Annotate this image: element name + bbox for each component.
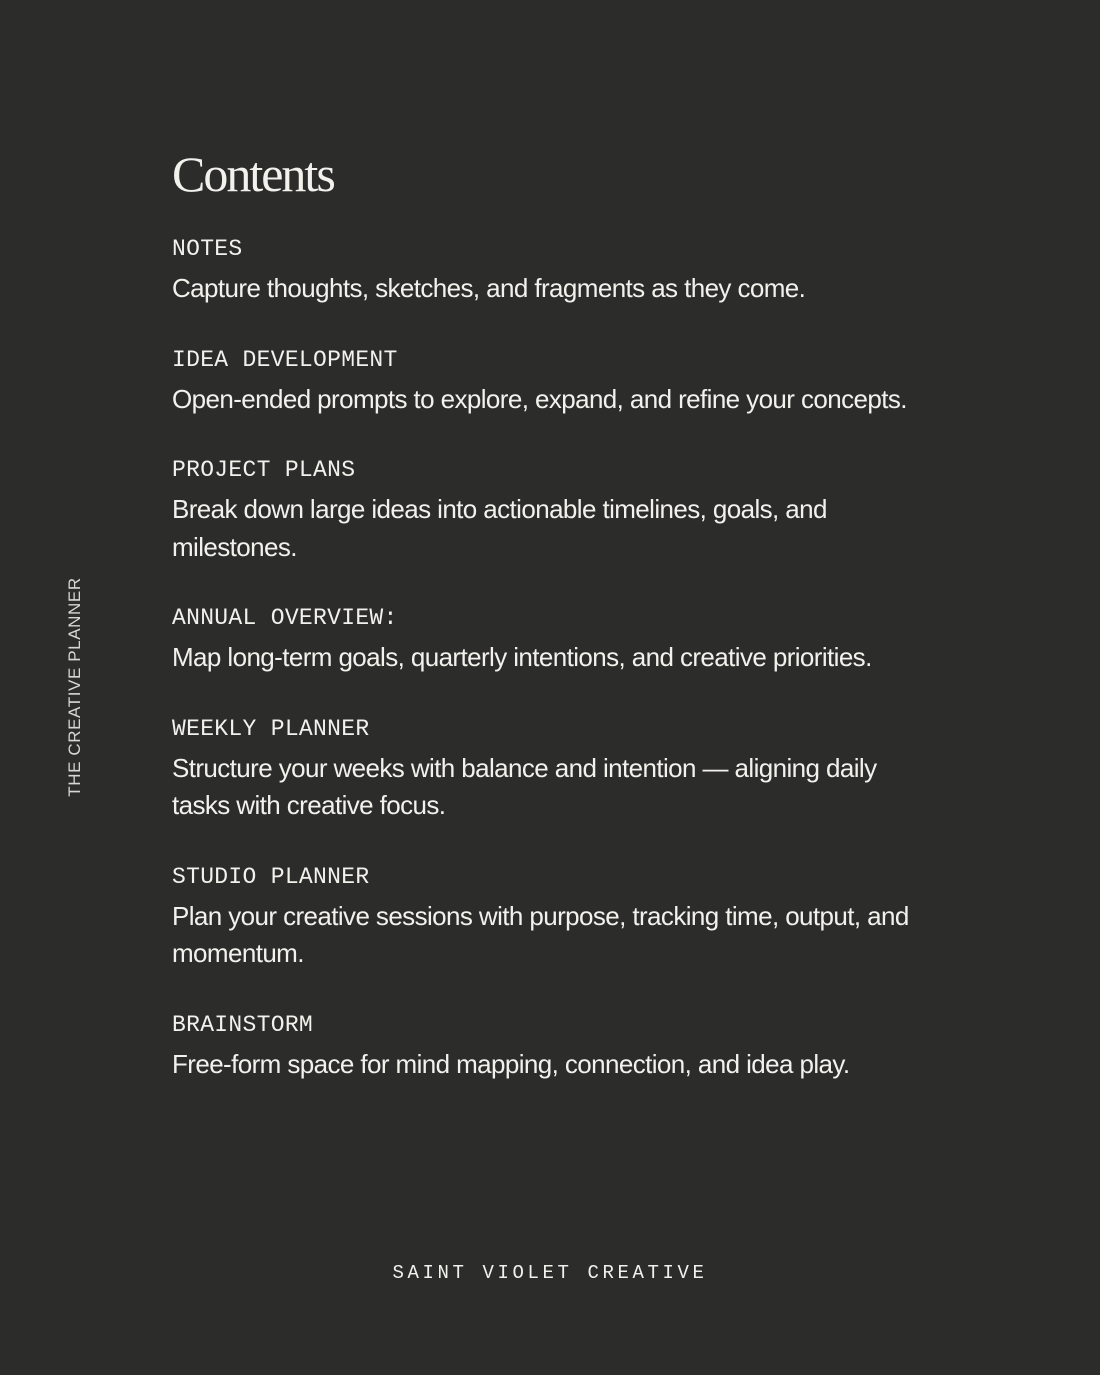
contents-item-annual-overview bbox=[172, 603, 952, 677]
side-label-planner-title: THE CREATIVE PLANNER bbox=[65, 577, 84, 797]
page-title: Contents bbox=[172, 146, 334, 202]
section-description: Open-ended prompts to explore, expand, and refine your concepts. bbox=[172, 383, 907, 414]
footer-brand: SAINT VIOLET CREATIVE bbox=[392, 1262, 708, 1284]
contents-item-notes bbox=[172, 234, 952, 308]
section-description: Structure your weeks with balance and intention — aligning daily tasks with creative focus. bbox=[172, 752, 877, 820]
section-description: Free-form space for mind mapping, connection, and idea play. bbox=[172, 1048, 850, 1079]
section-heading: PROJECT PLANS bbox=[172, 457, 356, 483]
section-heading: BRAINSTORM bbox=[172, 1011, 314, 1038]
section-description: Plan your creative sessions with purpose, tracking time, output, and momentum. bbox=[172, 900, 909, 968]
section-heading: WEEKLY PLANNER bbox=[172, 715, 370, 742]
contents-item-studio-planner bbox=[172, 862, 952, 973]
section-heading: STUDIO PLANNER bbox=[172, 863, 370, 890]
contents-item-idea-development bbox=[172, 345, 952, 419]
section-description: Break down large ideas into actionable timelines, goals, and milestones. bbox=[172, 494, 827, 562]
section-description: Capture thoughts, sketches, and fragments as they come. bbox=[172, 273, 806, 303]
section-heading: ANNUAL OVERVIEW: bbox=[172, 605, 398, 631]
contents-item-brainstorm bbox=[172, 1010, 952, 1084]
section-description: Map long-term goals, quarterly intentions, and creative priorities. bbox=[172, 642, 872, 672]
section-heading: NOTES bbox=[172, 236, 243, 262]
contents-list bbox=[172, 234, 952, 1120]
section-heading: IDEA DEVELOPMENT bbox=[172, 346, 398, 373]
contents-item-weekly-planner bbox=[172, 714, 952, 825]
contents-item-project-plans bbox=[172, 455, 952, 566]
